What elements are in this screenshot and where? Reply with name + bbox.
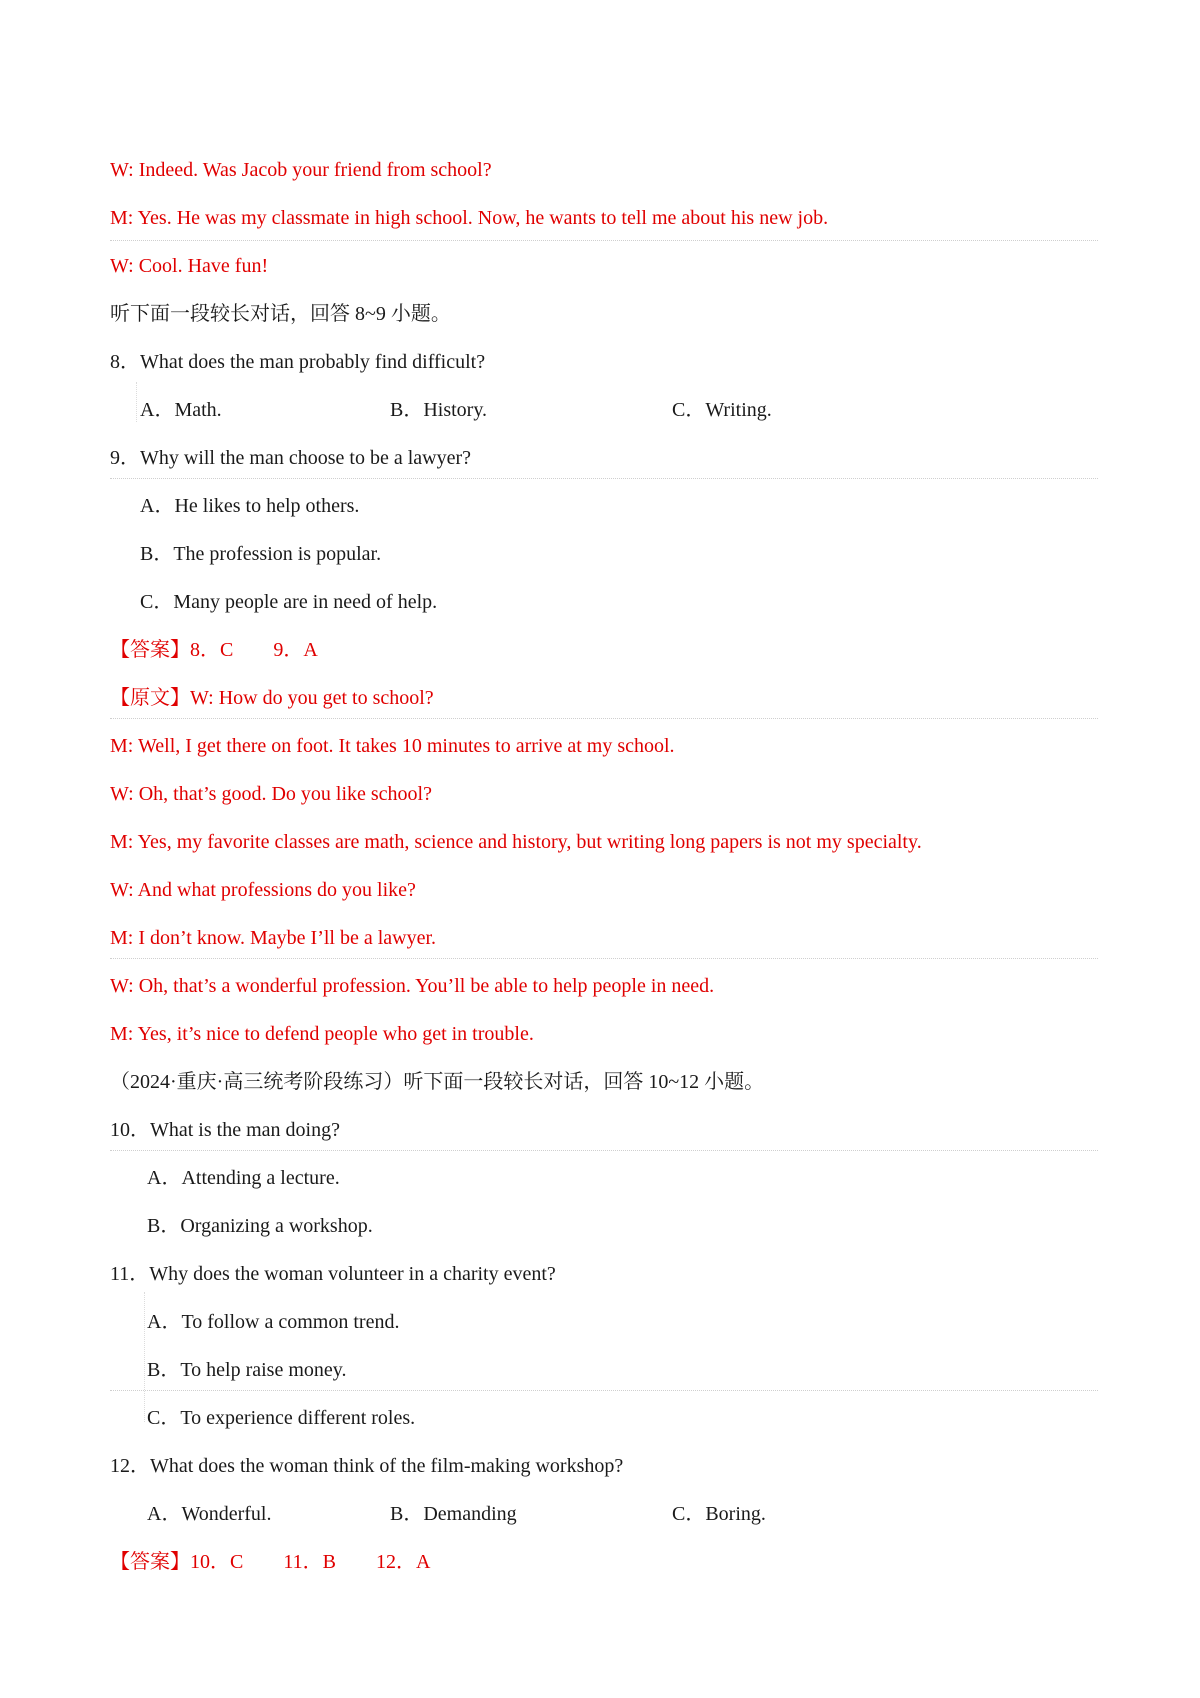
answer-9: 9．A	[273, 639, 318, 661]
dotted-rule	[136, 382, 137, 422]
section-instruction: （2024·重庆·高三统考阶段练习）听下面一段较长对话，回答 10~12 小题。	[110, 1071, 765, 1093]
question-8: 8．What does the man probably find difficult?	[110, 351, 486, 373]
option-12-c: C．Boring.	[672, 1503, 766, 1525]
option-12-b: B．Demanding	[390, 1503, 517, 1525]
transcript-line: M: Yes, my favorite classes are math, science and history, but writing long papers is not my specialty.	[110, 831, 922, 853]
option-11-c: C．To experience different roles.	[147, 1407, 416, 1429]
answer-label: 【答案】	[110, 639, 190, 661]
answer-line-10-12	[110, 1549, 430, 1575]
answer-12: 12．A	[375, 1551, 431, 1573]
option-9-a: A．He likes to help others.	[140, 495, 360, 517]
option-9-c: C．Many people are in need of help.	[140, 591, 438, 613]
option-8-a: A．Math.	[140, 399, 222, 421]
answer-label: 【答案】	[110, 1551, 190, 1573]
dotted-rule	[110, 1390, 1098, 1391]
transcript-line: M: I don’t know. Maybe I’ll be a lawyer.	[110, 927, 437, 949]
answer-8: 8．C	[190, 639, 234, 661]
dotted-rule	[110, 240, 1098, 241]
section-instruction: 听下面一段较长对话，回答 8~9 小题。	[110, 303, 451, 325]
option-11-a: A．To follow a common trend.	[147, 1311, 400, 1333]
transcript-line: M: Well, I get there on foot. It takes 10 minutes to arrive at my school.	[110, 735, 675, 757]
option-10-b: B．Organizing a workshop.	[147, 1215, 373, 1237]
answer-line-8-9	[110, 637, 318, 663]
transcript-line: W: Oh, that’s a wonderful profession. You’ll be able to help people in need.	[110, 975, 715, 997]
question-11: 11．Why does the woman volunteer in a charity event?	[110, 1263, 556, 1285]
option-10-a: A．Attending a lecture.	[147, 1167, 340, 1189]
transcript-label: 【原文】	[110, 687, 190, 709]
transcript-line: M: Yes. He was my classmate in high school. Now, he wants to tell me about his new job.	[110, 207, 829, 229]
question-9: 9．Why will the man choose to be a lawyer?	[110, 447, 471, 469]
answer-10: 10．C	[190, 1551, 244, 1573]
option-8-b: B．History.	[390, 399, 488, 421]
transcript-text: W: How do you get to school?	[190, 687, 434, 709]
dotted-rule	[110, 1150, 1098, 1151]
dotted-rule	[144, 1292, 145, 1422]
option-9-b: B．The profession is popular.	[140, 543, 382, 565]
dotted-rule	[110, 478, 1098, 479]
transcript-line	[110, 685, 434, 711]
option-12-a: A．Wonderful.	[147, 1503, 272, 1525]
transcript-line: W: Cool. Have fun!	[110, 255, 269, 277]
option-11-b: B．To help raise money.	[147, 1359, 347, 1381]
option-8-c: C．Writing.	[672, 399, 772, 421]
dotted-rule	[110, 718, 1098, 719]
question-10: 10．What is the man doing?	[110, 1119, 340, 1141]
question-12: 12．What does the woman think of the film-making workshop?	[110, 1455, 624, 1477]
transcript-line: W: Oh, that’s good. Do you like school?	[110, 783, 432, 805]
transcript-line: W: Indeed. Was Jacob your friend from school?	[110, 159, 492, 181]
transcript-line: W: And what professions do you like?	[110, 879, 416, 901]
transcript-line: M: Yes, it’s nice to defend people who get in trouble.	[110, 1023, 534, 1045]
answer-11: 11．B	[283, 1551, 336, 1573]
dotted-rule	[110, 958, 1098, 959]
